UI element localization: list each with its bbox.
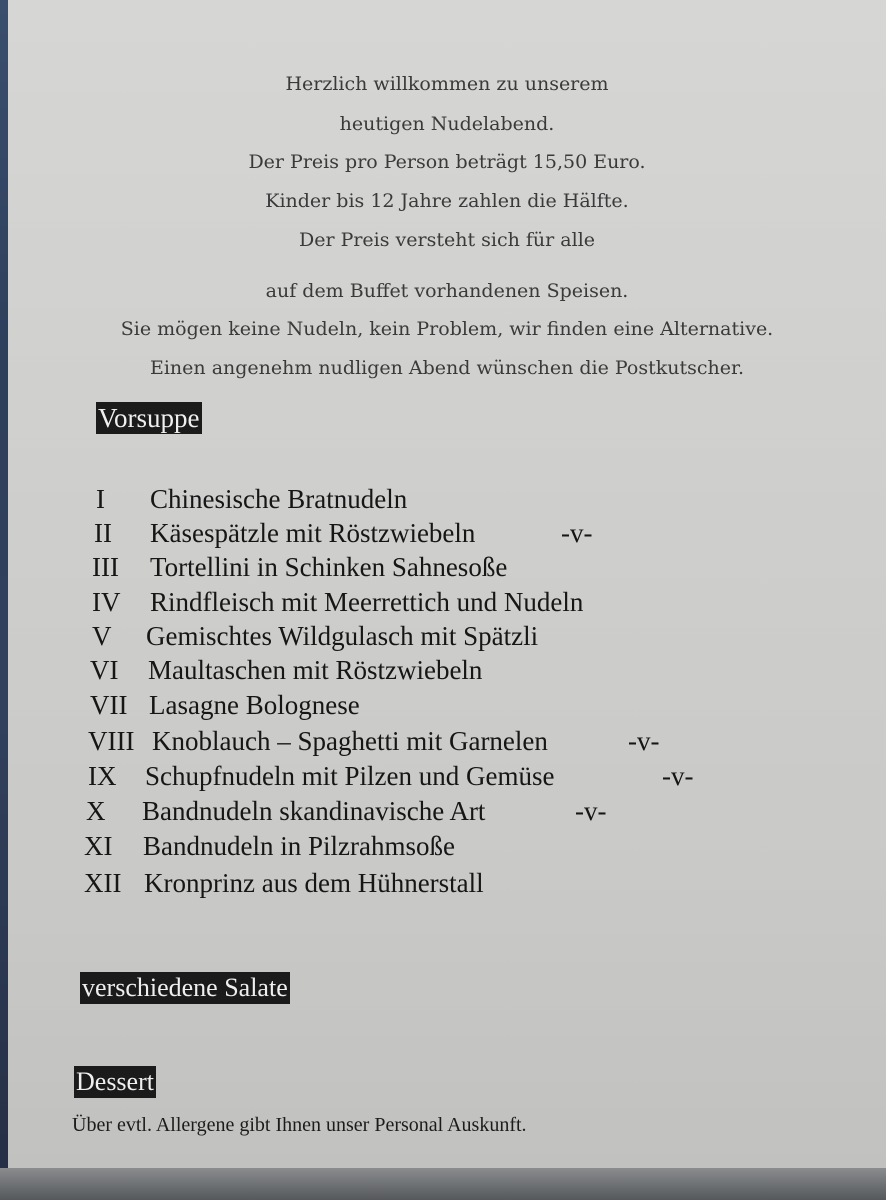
vegetarian-mark: -v- [575,796,607,826]
dish-number: XI [84,831,113,861]
dish-name: Knoblauch – Spaghetti mit Garnelen [152,726,548,756]
section-heading-salads: verschiedene Salate [82,973,288,1002]
dish-name: Schupfnudeln mit Pilzen und Gemüse [145,761,555,791]
dish-number: VII [90,690,128,720]
dish-number: I [96,484,105,514]
dish-number: III [92,552,119,582]
background-edge [0,0,8,1200]
dish-number: V [92,621,112,651]
background-table [0,1168,886,1200]
intro-line-7: Sie mögen keine Nudeln, kein Problem, wir finden eine Alternative. [120,318,774,340]
dish-name: Bandnudeln in Pilzrahmsoße [143,831,455,861]
dish-number: X [86,796,106,826]
dish-name: Chinesische Bratnudeln [150,484,408,514]
intro-line-5: Der Preis versteht sich für alle [298,229,596,251]
intro-line-4: Kinder bis 12 Jahre zahlen die Hälfte. [265,190,629,212]
dish-name: Bandnudeln skandinavische Art [142,796,486,826]
dish-number: IX [88,761,117,791]
vegetarian-mark: -v- [662,761,694,791]
dish-number: IV [92,587,121,617]
menu-sheet [8,0,886,1168]
dish-number: XII [84,868,122,898]
dish-name: Gemischtes Wildgulasch mit Spätzli [146,621,539,651]
dish-number: VIII [88,726,135,756]
intro-line-2: heutigen Nudelabend. [339,113,555,135]
allergen-notice: Über evtl. Allergene gibt Ihnen unser Personal Auskunft. [72,1114,527,1136]
intro-line-3: Der Preis pro Person beträgt 15,50 Euro. [248,151,646,173]
dish-number: II [94,518,112,548]
dish-name: Käsespätzle mit Röstzwiebeln [150,518,476,548]
dish-name: Maultaschen mit Röstzwiebeln [148,655,483,685]
dish-name: Lasagne Bolognese [149,690,360,720]
intro-line-6: auf dem Buffet vorhandenen Speisen. [265,280,629,302]
intro-line-8: Einen angenehm nudligen Abend wünschen die Postkutscher. [149,357,745,379]
dish-name: Kronprinz aus dem Hühnerstall [144,868,484,898]
section-heading-dessert: Dessert [76,1067,154,1096]
dish-number: VI [90,655,119,685]
vegetarian-mark: -v- [561,518,593,548]
vegetarian-mark: -v- [628,726,660,756]
dish-name: Rindfleisch mit Meerrettich und Nudeln [150,587,584,617]
section-heading-soup: Vorsuppe [98,403,200,433]
intro-line-1: Herzlich willkommen zu unserem [285,73,609,95]
dish-name: Tortellini in Schinken Sahnesoße [150,552,508,582]
